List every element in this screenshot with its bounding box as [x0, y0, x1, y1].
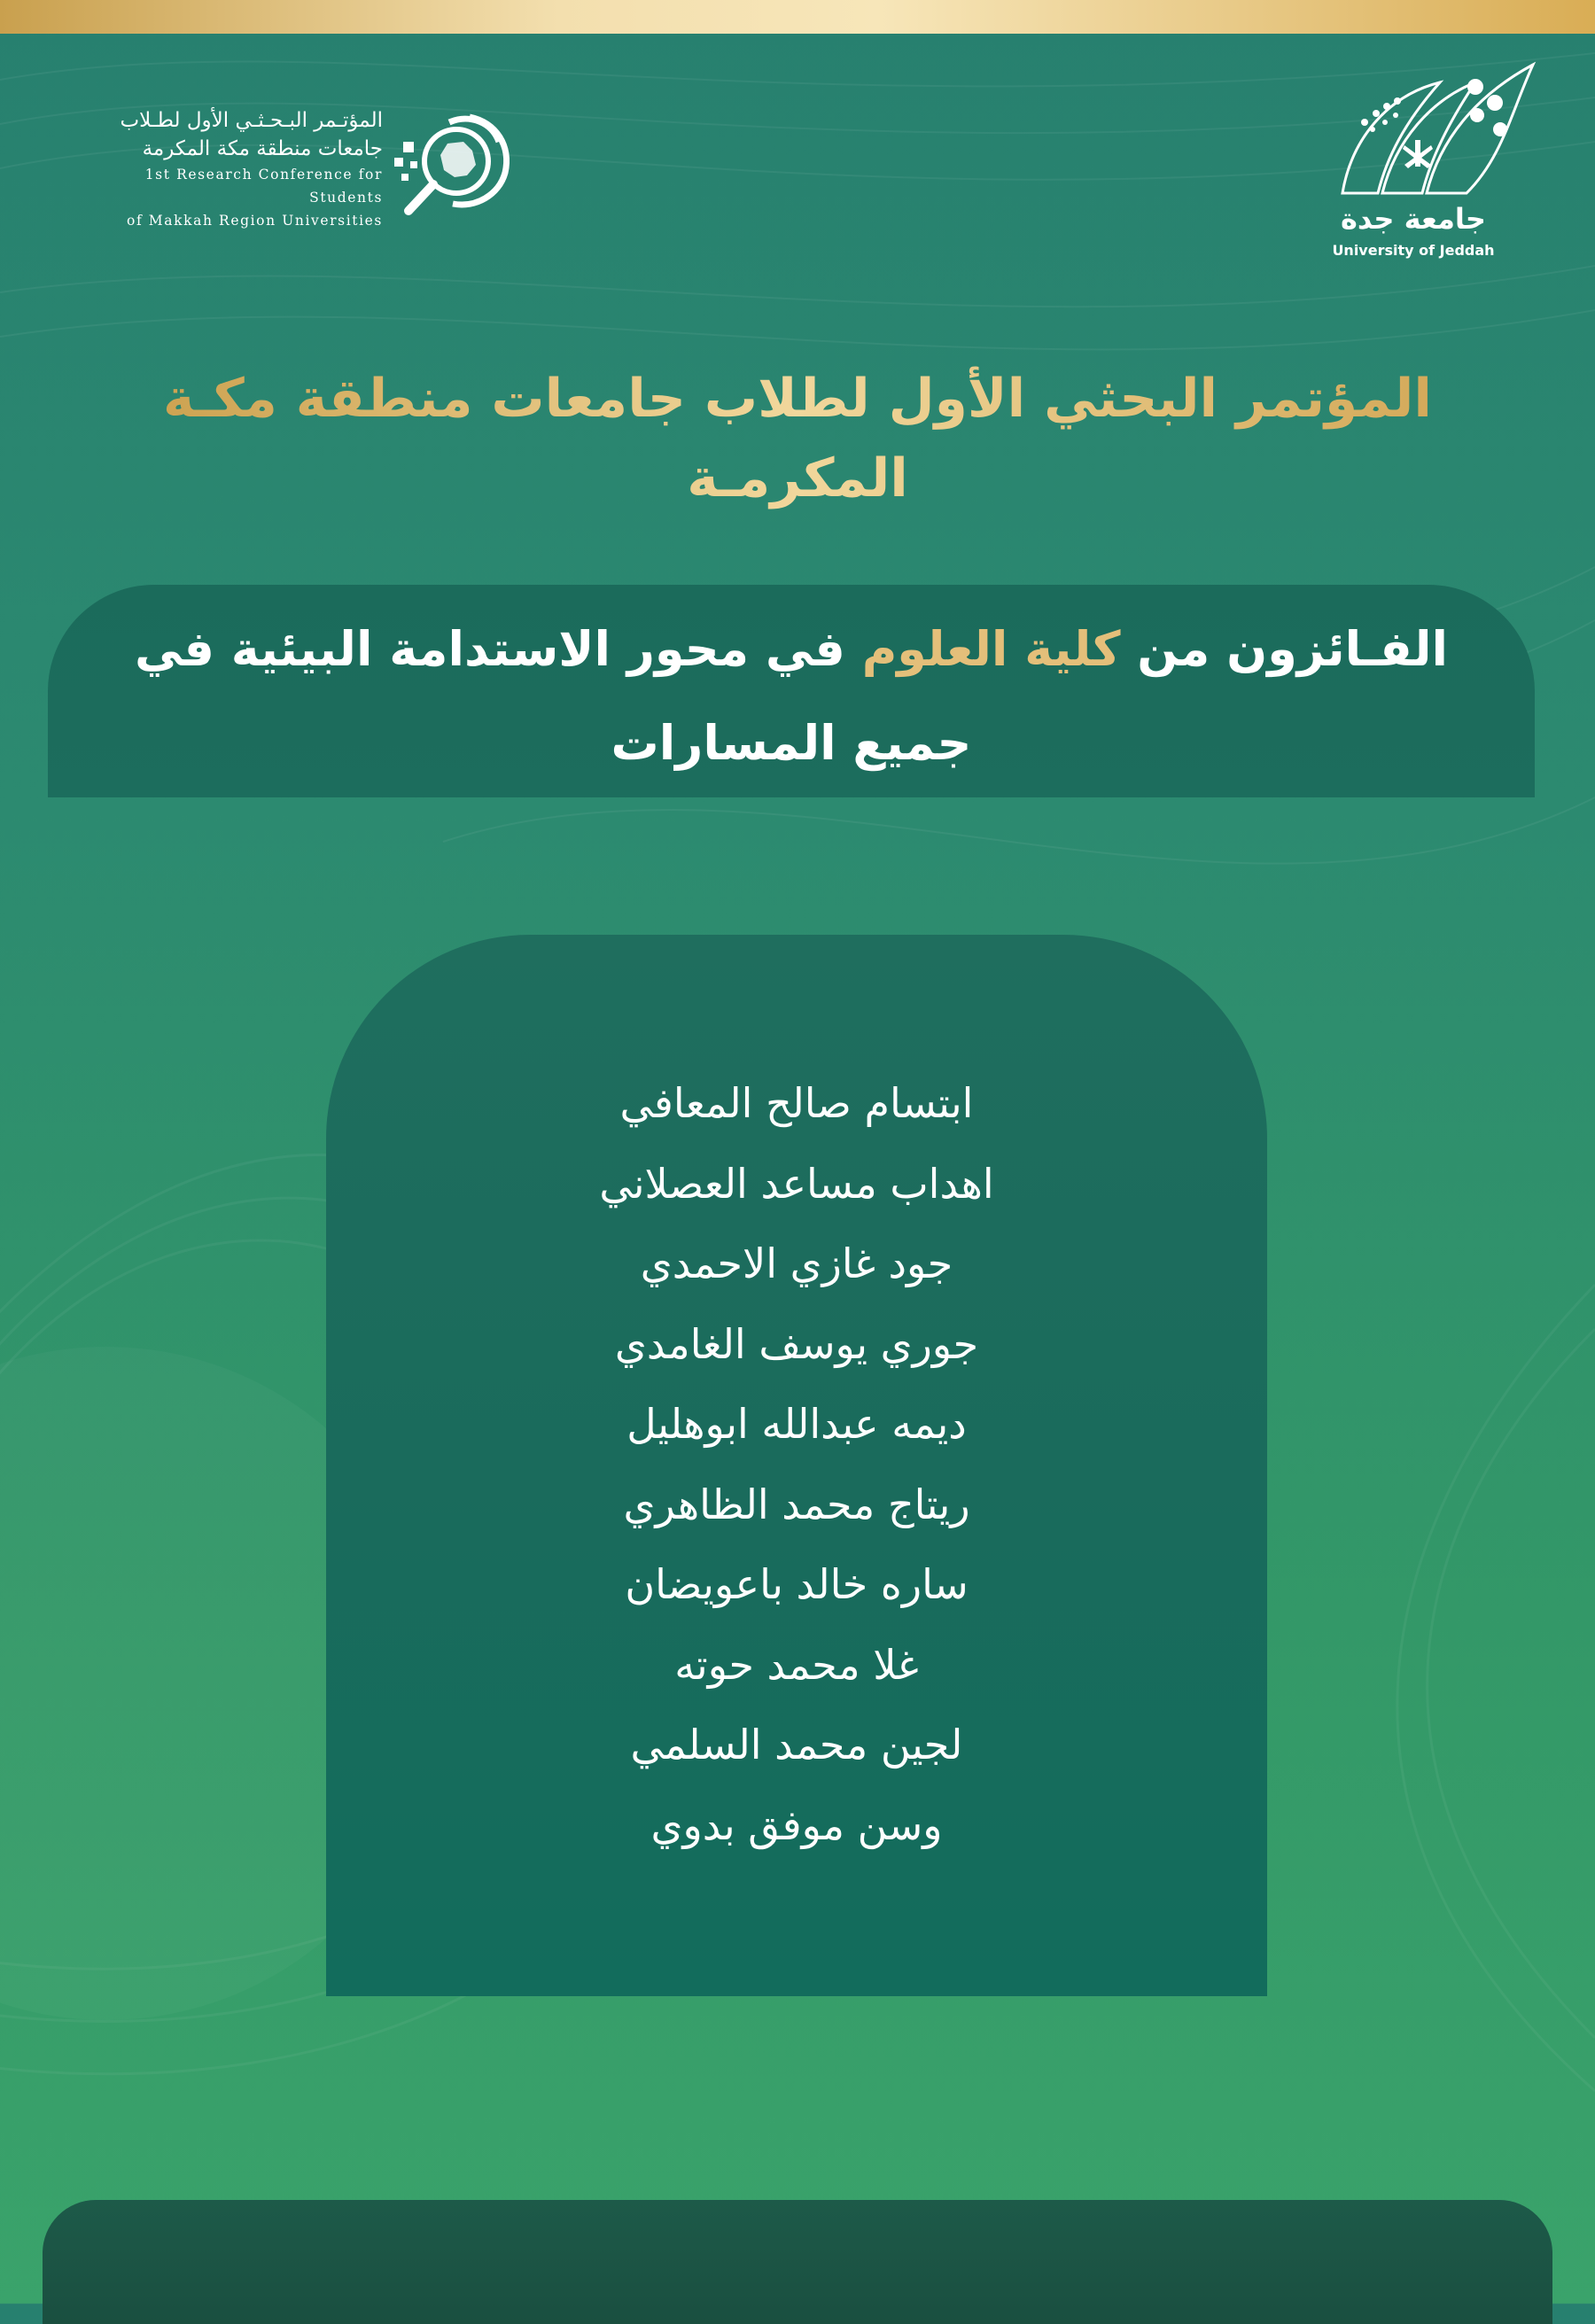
- main-title-part1: المؤتمر البحثي الأول: [888, 368, 1432, 430]
- university-of-jeddah-emblem-icon: [1334, 60, 1546, 198]
- winners-heading-line2: جميع المسارات: [611, 715, 972, 771]
- winner-name: ساره خالد باعويضان: [625, 1560, 969, 1608]
- heading-after: في محور الاستدامة البيئية في: [134, 621, 862, 677]
- winner-name: وسن موفق بدوي: [650, 1800, 943, 1849]
- winner-name: ابتسام صالح المعافي: [619, 1079, 974, 1127]
- winners-heading-line1: [48, 602, 1535, 696]
- winner-name: لجين محمد السلمي: [630, 1721, 963, 1768]
- winner-name: جوري يوسف الغامدي: [614, 1319, 979, 1368]
- conference-logo-text: [89, 106, 383, 232]
- main-title: [53, 359, 1542, 518]
- conference-logo: [89, 97, 532, 230]
- university-name-en: University of Jeddah: [1332, 242, 1495, 259]
- heading-college-highlight: كلية العلوم: [861, 621, 1121, 677]
- main-title-part2: لطلاب جامعات منطقة مكـة المكرمـة: [162, 368, 908, 509]
- magnifier-map-icon: [394, 106, 518, 226]
- winner-name: اهداب مساعد العصلاني: [599, 1159, 994, 1208]
- winner-name: غلا محمد حوته: [674, 1640, 919, 1689]
- conference-logo-line1: المؤتـمر البـحـثـي الأول لطـلاب: [120, 109, 383, 132]
- university-logo: [1325, 60, 1537, 273]
- conference-logo-line3: 1st Research Conference for Students: [144, 167, 383, 206]
- bottom-panel: [43, 2200, 1552, 2324]
- winners-list: [326, 1063, 1267, 1865]
- conference-logo-line4: of Makkah Region Universities: [127, 213, 383, 229]
- conference-logo-line2: جامعات منطقة مكة المكرمة: [142, 137, 383, 160]
- winner-name: ريتاج محمد الظاهري: [623, 1480, 970, 1528]
- winner-name: جود غازي الاحمدي: [640, 1240, 953, 1287]
- winners-heading: [48, 602, 1535, 790]
- heading-before: الفـائزون من: [1120, 621, 1449, 677]
- university-name-ar: جامعة جدة: [1341, 202, 1486, 236]
- winner-name: ديمه عبدالله ابوهليل: [626, 1400, 967, 1448]
